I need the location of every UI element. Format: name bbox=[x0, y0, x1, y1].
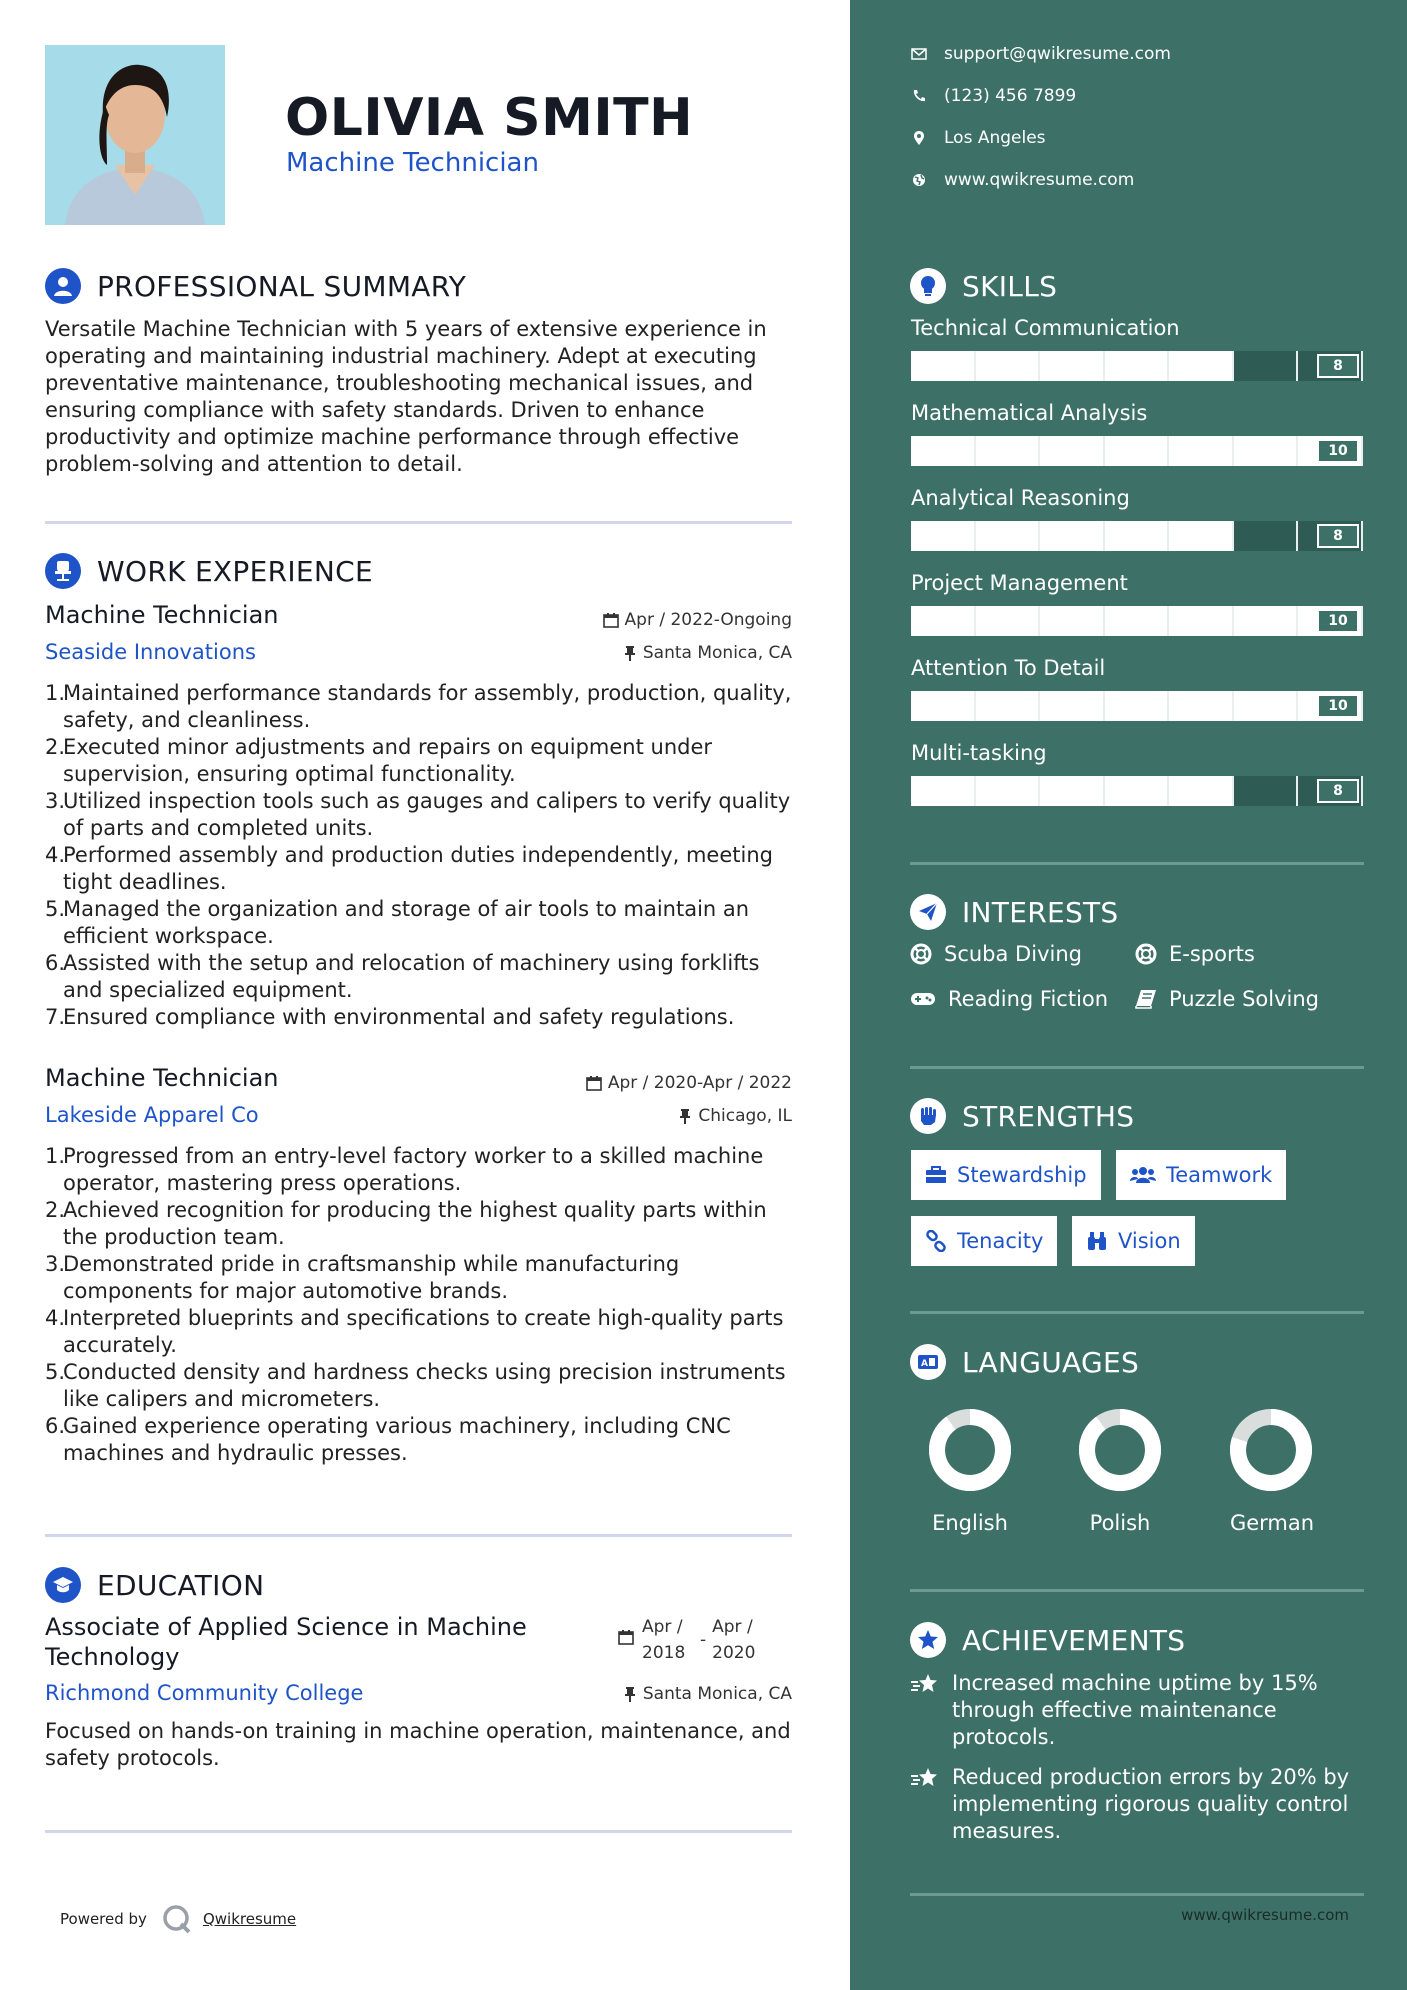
education-date-separator: - bbox=[700, 1630, 707, 1650]
job-duties-list bbox=[45, 1143, 795, 1467]
skills-heading bbox=[910, 268, 1057, 304]
contact-email-text[interactable]: support@qwikresume.com bbox=[944, 44, 1171, 64]
interest-item bbox=[910, 942, 1082, 966]
candidate-title: Machine Technician bbox=[286, 148, 539, 178]
achievement-item bbox=[910, 1764, 1370, 1845]
job-company: Lakeside Apparel Co bbox=[45, 1103, 259, 1127]
language-donut-level bbox=[1087, 1417, 1153, 1483]
pin-icon bbox=[623, 645, 637, 661]
skill-bar-segment bbox=[1169, 436, 1234, 466]
profile-photo bbox=[45, 45, 225, 225]
duty-text: Conducted density and hardness checks using precision instruments like calipers and micrometers. bbox=[63, 1360, 786, 1411]
summary-heading bbox=[45, 268, 466, 304]
interest-label: Reading Fiction bbox=[948, 987, 1109, 1011]
duty-item bbox=[45, 842, 795, 896]
language-donuts bbox=[850, 1404, 1407, 1504]
sidebar-divider bbox=[910, 1589, 1364, 1592]
duty-item bbox=[45, 680, 795, 734]
language-label: German bbox=[1229, 1511, 1315, 1535]
calendar-icon bbox=[603, 612, 619, 628]
education-degree: Associate of Applied Science in Machine Technology bbox=[45, 1613, 527, 1671]
skill-bar-segment bbox=[1169, 776, 1234, 806]
strength-chip bbox=[1116, 1150, 1286, 1200]
duty-text: Achieved recognition for producing the highest quality parts within the production team. bbox=[63, 1198, 767, 1249]
skill-bar bbox=[911, 436, 1363, 466]
education-description: Focused on hands-on training in machine operation, maintenance, and safety protocols. bbox=[45, 1719, 791, 1770]
interest-label: E-sports bbox=[1169, 942, 1255, 966]
strength-label: Stewardship bbox=[957, 1163, 1087, 1187]
sidebar-divider bbox=[910, 862, 1364, 865]
skill-bar-segment bbox=[1234, 351, 1299, 381]
shooting-star-icon bbox=[910, 1672, 940, 1696]
duty-item bbox=[45, 950, 795, 1004]
skill-bar bbox=[911, 606, 1363, 636]
skill-bar-segment bbox=[1234, 436, 1299, 466]
duty-number: 6. bbox=[45, 951, 66, 975]
candidate-name: OLIVIA SMITH bbox=[285, 88, 694, 148]
job-title: Machine Technician bbox=[45, 1064, 279, 1092]
job-location-text: Santa Monica, CA bbox=[642, 643, 792, 663]
interest-item bbox=[1135, 987, 1319, 1011]
skill-label: Technical Communication bbox=[911, 316, 1180, 340]
duty-text: Executed minor adjustments and repairs on equipment under supervision, ensuring optimal functionality. bbox=[63, 735, 713, 786]
section-divider bbox=[45, 521, 792, 524]
pin-icon bbox=[678, 1108, 692, 1124]
book-icon bbox=[1135, 989, 1157, 1009]
skill-bar-segment bbox=[1169, 521, 1234, 551]
contact-phone-text: (123) 456 7899 bbox=[944, 86, 1077, 106]
sidebar-divider bbox=[910, 1311, 1364, 1314]
contact-location-text: Los Angeles bbox=[944, 128, 1046, 148]
duty-number: 5. bbox=[45, 897, 66, 921]
lightbulb-icon bbox=[910, 268, 946, 304]
skill-bar-segment bbox=[976, 606, 1041, 636]
skill-bar-segment bbox=[1040, 436, 1105, 466]
skill-label: Analytical Reasoning bbox=[911, 486, 1130, 510]
duty-item bbox=[45, 1305, 795, 1359]
duty-number: 3. bbox=[45, 1252, 66, 1276]
paper-plane-icon bbox=[910, 894, 946, 930]
duty-number: 1. bbox=[45, 681, 66, 705]
duty-number: 2. bbox=[45, 1198, 66, 1222]
duty-item bbox=[45, 788, 795, 842]
powered-by bbox=[60, 1904, 296, 1934]
skill-value: 8 bbox=[1317, 779, 1359, 803]
strength-label: Teamwork bbox=[1166, 1163, 1273, 1187]
education-date-start: Apr / 2018 bbox=[642, 1617, 686, 1663]
strengths-heading bbox=[910, 1098, 1134, 1134]
skill-bar-segment bbox=[911, 436, 976, 466]
sidebar-divider bbox=[910, 1893, 1364, 1896]
duty-text: Managed the organization and storage of air tools to maintain an efficient workspace. bbox=[63, 897, 750, 948]
interests-heading bbox=[910, 894, 1119, 930]
education-school: Richmond Community College bbox=[45, 1681, 364, 1705]
skill-bar-segment bbox=[911, 351, 976, 381]
skill-bar-segment bbox=[976, 436, 1041, 466]
section-divider bbox=[45, 1830, 792, 1833]
duty-text: Maintained performance standards for assembly, production, quality, safety, and cleanliness. bbox=[63, 681, 792, 732]
skill-value: 8 bbox=[1317, 524, 1359, 548]
skill-bar-segment bbox=[1105, 521, 1170, 551]
duty-text: Progressed from an entry-level factory worker to a skilled machine operator, mastering press operations. bbox=[63, 1144, 764, 1195]
skill-bar-segment bbox=[1105, 691, 1170, 721]
binoculars-icon bbox=[1086, 1231, 1108, 1251]
job-date bbox=[603, 610, 792, 630]
skill-value: 10 bbox=[1317, 439, 1359, 463]
strength-label: Tenacity bbox=[957, 1229, 1044, 1253]
duty-item bbox=[45, 1197, 795, 1251]
language-icon bbox=[910, 1344, 946, 1380]
section-divider bbox=[45, 1534, 792, 1537]
skill-label: Mathematical Analysis bbox=[911, 401, 1148, 425]
education-heading bbox=[45, 1567, 264, 1603]
job-date bbox=[586, 1073, 792, 1093]
achievement-text: Reduced production errors by 20% by implementing rigorous quality control measures. bbox=[952, 1765, 1350, 1843]
summary-title: PROFESSIONAL SUMMARY bbox=[97, 269, 467, 303]
contact-phone bbox=[910, 86, 1076, 106]
strength-chip bbox=[911, 1216, 1057, 1266]
duty-item bbox=[45, 1359, 795, 1413]
skill-bar-segment bbox=[1040, 521, 1105, 551]
skill-bar-segment bbox=[1105, 776, 1170, 806]
star-badge-icon bbox=[910, 1622, 946, 1658]
duty-text: Demonstrated pride in craftsmanship while manufacturing components for major automotive brands. bbox=[63, 1252, 680, 1303]
briefcase-icon bbox=[925, 1166, 947, 1184]
skill-bar-segment bbox=[976, 776, 1041, 806]
skills-title: SKILLS bbox=[962, 269, 1058, 303]
powered-by-label: Powered by bbox=[60, 1910, 147, 1928]
skill-bar-segment bbox=[976, 521, 1041, 551]
duty-text: Performed assembly and production duties independently, meeting tight deadlines. bbox=[63, 843, 773, 894]
skill-bar-segment bbox=[1169, 691, 1234, 721]
summary-text: Versatile Machine Technician with 5 years of extensive experience in operating and maintaining industrial machinery. Adept at executing preventative maintenance, troubleshooting mechanical issues, and ensuring compliance with safety standards. Driven to enhance productivity and optimize machine performance through effective problem-solving and attention to detail. bbox=[45, 317, 767, 476]
life-ring-icon bbox=[1135, 943, 1157, 965]
strength-chip bbox=[911, 1150, 1101, 1200]
experience-title: WORK EXPERIENCE bbox=[97, 554, 373, 588]
language-label: Polish bbox=[1089, 1511, 1151, 1535]
user-circle-icon bbox=[45, 268, 81, 304]
contact-location bbox=[910, 128, 1046, 148]
sidebar bbox=[850, 0, 1407, 1990]
skill-bar-segment bbox=[1040, 351, 1105, 381]
strengths-title: STRENGTHS bbox=[962, 1099, 1135, 1133]
powered-by-brand-link[interactable]: Qwikresume bbox=[202, 1910, 297, 1928]
job-location bbox=[623, 643, 792, 663]
job-company: Seaside Innovations bbox=[45, 640, 256, 664]
duty-item bbox=[45, 1004, 795, 1031]
duty-number: 7. bbox=[45, 1005, 66, 1029]
contact-website-text[interactable]: www.qwikresume.com bbox=[944, 170, 1135, 190]
calendar-icon bbox=[618, 1629, 634, 1645]
link-icon bbox=[925, 1230, 947, 1252]
skill-bar-segment bbox=[1234, 691, 1299, 721]
skill-bar bbox=[911, 521, 1363, 551]
duty-text: Utilized inspection tools such as gauges and calipers to verify quality of parts and completed units. bbox=[63, 789, 791, 840]
job-location bbox=[678, 1106, 792, 1126]
footer-website[interactable]: www.qwikresume.com bbox=[1181, 1906, 1349, 1924]
skill-bar-segment bbox=[1040, 691, 1105, 721]
pin-icon bbox=[623, 1686, 637, 1702]
duty-number: 1. bbox=[45, 1144, 66, 1168]
strength-label: Vision bbox=[1118, 1229, 1181, 1253]
duty-text: Ensured compliance with environmental and safety regulations. bbox=[63, 1005, 735, 1029]
skill-bar-segment bbox=[1234, 776, 1299, 806]
duty-text: Interpreted blueprints and specifications to create high-quality parts accurately. bbox=[63, 1306, 784, 1357]
skill-label: Multi-tasking bbox=[911, 741, 1047, 765]
duty-number: 3. bbox=[45, 789, 66, 813]
skill-bar-segment bbox=[1169, 351, 1234, 381]
qwikresume-logo-icon bbox=[161, 1904, 193, 1934]
sidebar-divider bbox=[910, 1066, 1364, 1069]
chair-icon bbox=[45, 553, 81, 589]
skill-bar-segment bbox=[1234, 521, 1299, 551]
users-icon bbox=[1130, 1166, 1156, 1184]
achievements-title: ACHIEVEMENTS bbox=[962, 1623, 1186, 1657]
skill-bar bbox=[911, 691, 1363, 721]
duty-number: 4. bbox=[45, 1306, 66, 1330]
achievement-item bbox=[910, 1670, 1370, 1751]
language-donut-level bbox=[937, 1417, 1003, 1483]
duty-text: Gained experience operating various machinery, including CNC machines and hydraulic presses. bbox=[63, 1414, 731, 1465]
skill-bar-segment bbox=[911, 606, 976, 636]
map-marker-icon bbox=[910, 130, 928, 146]
skill-bar-segment bbox=[1105, 351, 1170, 381]
skill-bar-segment bbox=[1040, 606, 1105, 636]
job-date-text: Apr / 2022-Ongoing bbox=[624, 610, 792, 630]
skill-bar-segment bbox=[911, 691, 976, 721]
interests-title: INTERESTS bbox=[962, 895, 1119, 929]
skill-bar-segment bbox=[1105, 606, 1170, 636]
duty-text: Assisted with the setup and relocation of machinery using forklifts and specialized equipment. bbox=[63, 951, 760, 1002]
strength-chip bbox=[1072, 1216, 1195, 1266]
duty-number: 6. bbox=[45, 1414, 66, 1438]
job-date-text: Apr / 2020-Apr / 2022 bbox=[607, 1073, 792, 1093]
achievement-text: Increased machine uptime by 15% through effective maintenance protocols. bbox=[952, 1671, 1318, 1749]
svg-text:A: A bbox=[921, 1359, 928, 1369]
skill-bar-segment bbox=[1105, 436, 1170, 466]
interest-item bbox=[910, 987, 1108, 1011]
languages-heading bbox=[910, 1344, 1139, 1380]
skill-bar-segment bbox=[911, 521, 976, 551]
phone-icon bbox=[910, 89, 928, 103]
skill-bar-segment bbox=[911, 776, 976, 806]
skill-label: Attention To Detail bbox=[911, 656, 1106, 680]
duty-number: 2. bbox=[45, 735, 66, 759]
skill-bar-segment bbox=[976, 351, 1041, 381]
language-label: English bbox=[932, 1511, 1008, 1535]
life-ring-icon bbox=[910, 943, 932, 965]
education-location-text: Santa Monica, CA bbox=[642, 1684, 792, 1704]
education-location bbox=[623, 1684, 792, 1704]
skill-bar bbox=[911, 351, 1363, 381]
education-title: EDUCATION bbox=[97, 1568, 265, 1602]
duty-item bbox=[45, 1143, 795, 1197]
skill-bar bbox=[911, 776, 1363, 806]
skill-value: 10 bbox=[1317, 694, 1359, 718]
calendar-icon bbox=[586, 1075, 602, 1091]
fist-icon bbox=[910, 1098, 946, 1134]
gamepad-icon bbox=[910, 990, 936, 1008]
achievements-heading bbox=[910, 1622, 1185, 1658]
experience-heading bbox=[45, 553, 373, 589]
interest-label: Scuba Diving bbox=[944, 942, 1082, 966]
interest-item bbox=[1135, 942, 1255, 966]
contact-email bbox=[910, 44, 1171, 64]
skill-value: 10 bbox=[1317, 609, 1359, 633]
graduation-cap-icon bbox=[45, 1567, 81, 1603]
job-duties-list bbox=[45, 680, 795, 1031]
duty-item bbox=[45, 1413, 795, 1467]
duty-item bbox=[45, 1251, 795, 1305]
contact-website bbox=[910, 170, 1134, 190]
skill-label: Project Management bbox=[911, 571, 1128, 595]
languages-title: LANGUAGES bbox=[962, 1345, 1140, 1379]
skill-bar-segment bbox=[1040, 776, 1105, 806]
duty-number: 5. bbox=[45, 1360, 66, 1384]
education-date bbox=[618, 1614, 756, 1666]
skill-bar-segment bbox=[976, 691, 1041, 721]
education-date-end: Apr / 2020 bbox=[712, 1617, 756, 1663]
duty-number: 4. bbox=[45, 843, 66, 867]
job-location-text: Chicago, IL bbox=[698, 1106, 792, 1126]
skill-bar-segment bbox=[1234, 606, 1299, 636]
duty-item bbox=[45, 896, 795, 950]
interest-label: Puzzle Solving bbox=[1169, 987, 1319, 1011]
skill-value: 8 bbox=[1317, 354, 1359, 378]
globe-icon bbox=[910, 173, 928, 187]
envelope-icon bbox=[910, 48, 928, 60]
job-title: Machine Technician bbox=[45, 601, 279, 629]
shooting-star-icon bbox=[910, 1766, 940, 1790]
duty-item bbox=[45, 734, 795, 788]
skill-bar-segment bbox=[1169, 606, 1234, 636]
